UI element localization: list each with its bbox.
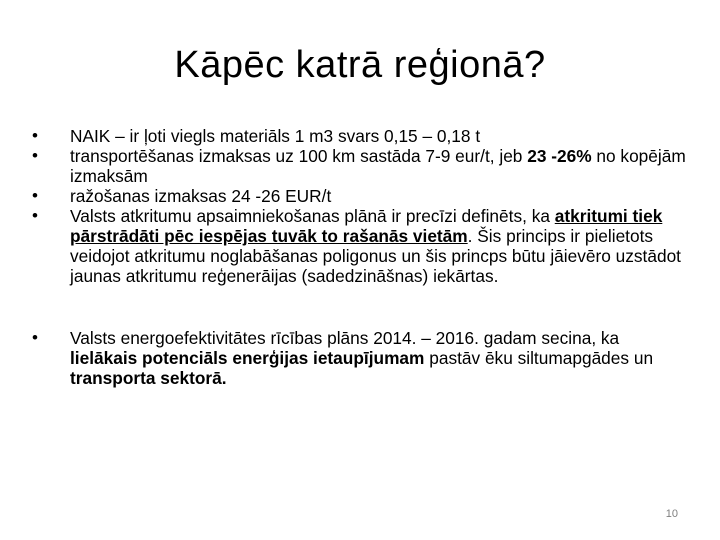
bullet-text: transportēšanas izmaksas uz 100 km sastāda 7-9 eur/t, jeb [70, 146, 528, 166]
bullet-item [30, 328, 690, 388]
bullet-text: ražošanas izmaksas 24 -26 EUR/t [70, 186, 332, 206]
bullet-text: no kopējām izmaksām [70, 146, 686, 186]
bullet-bold-text: transporta sektorā. [70, 368, 227, 388]
bullet-bold-text: lielākais potenciāls enerģijas ietaupījumam [70, 348, 425, 368]
bullet-text: pastāv ēku siltumapgādes un [424, 348, 654, 368]
bullet-text: Valsts energoefektivitātes rīcības plāns 2014. – 2016. gadam secina, ka [70, 328, 620, 348]
page-number: 10 [665, 508, 678, 520]
slide-title: Kāpēc katrā reģionā? [174, 44, 546, 86]
bullet-bold-text: 23 -26% [527, 146, 592, 166]
bullet-item [30, 126, 690, 146]
bullet-text: . Šis princips ir pielietots veidojot atkritumu noglabāšanas poligonus un šis princps būtu jāievēro uzstādot jaunas atkritumu reģenerāijas (sadedzināšnas) iekārtas. [70, 226, 681, 286]
bullet-text: NAIK – ir ļoti viegls materiāls 1 m3 svars 0,15 – 0,18 t [70, 126, 481, 146]
bullet-item [30, 146, 690, 186]
bullet-underlined-text: atkritumi tiek pārstrādāti pēc iespējas tuvāk to rašanās vietām [70, 206, 663, 246]
bullet-item [30, 186, 690, 206]
bullet-item [30, 206, 690, 286]
bullet-list [30, 126, 690, 388]
bullet-text: Valsts atkritumu apsaimniekošanas plānā ir precīzi definēts, ka [70, 206, 555, 226]
